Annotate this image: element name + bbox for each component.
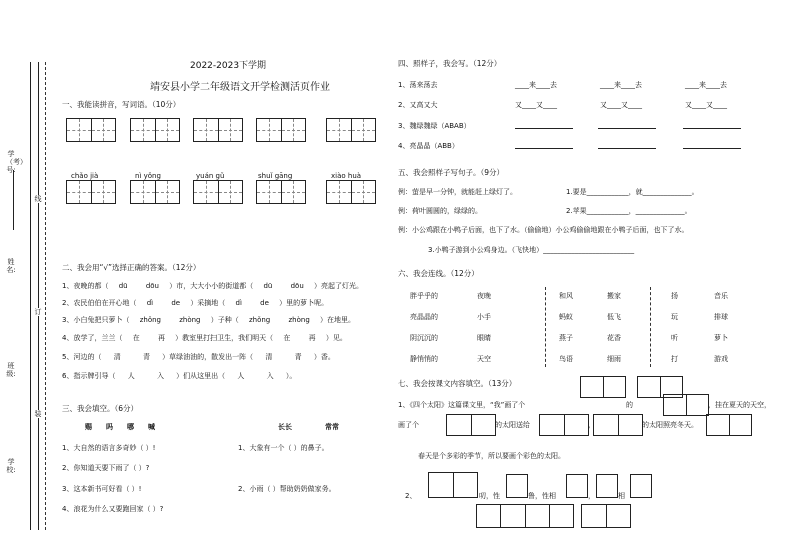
word-option-1: 赐 (85, 423, 92, 431)
binding-line-outer (30, 62, 31, 530)
option[interactable]: 再 (308, 334, 316, 342)
s4-row2-label: 2、又高又大 (398, 101, 438, 109)
match-col4-item[interactable]: 搬家 (607, 292, 621, 300)
s4-row1-cell3[interactable]: ____来____去 (685, 81, 727, 89)
section6-title: 六、我会连线。（12分） (398, 269, 479, 278)
option[interactable]: 入 (156, 372, 164, 380)
match-col2-item[interactable]: 夜晚 (477, 292, 491, 300)
pinyin-5: xiào huà (331, 172, 362, 180)
match-col1-item[interactable]: 阴沉沉的 (410, 334, 438, 342)
s7-line3: 春天是个多彩的季节，所以要画个彩色的太阳。 (418, 452, 565, 460)
char-grid-1-5[interactable] (326, 118, 376, 142)
option[interactable]: 清 (113, 353, 121, 361)
s3-item-1: 1、大自然的语言多奇妙（ ）! (62, 444, 156, 452)
option[interactable]: dū (263, 282, 273, 290)
match-col1-item[interactable]: 静悄悄的 (410, 355, 438, 363)
s2-item-text: ）市，大大小小的街道都（ (169, 282, 254, 290)
binding-line-inner (38, 62, 39, 530)
s7-box-d[interactable] (446, 414, 496, 436)
s7-box-l[interactable] (630, 474, 652, 498)
s7-box-h[interactable] (428, 472, 478, 498)
s2-item-text: 5、河边的（ (62, 353, 102, 361)
match-col6-item[interactable]: 排球 (714, 313, 728, 321)
s2-item-2 (62, 298, 328, 308)
s4-row1-cell2[interactable]: ____来____去 (600, 81, 642, 89)
s4-row4-blank2[interactable] (598, 148, 656, 149)
s4-row2-cell2[interactable]: 又____又____ (600, 101, 642, 109)
match-col4-item[interactable]: 花香 (607, 334, 621, 342)
s4-row4-blank1[interactable] (515, 148, 573, 149)
option[interactable]: de (171, 299, 181, 307)
s7-box-j[interactable] (566, 474, 588, 498)
s5-fill-3[interactable]: 3.小鸭子游到小公鸡身边。（飞快地）__________________________ (428, 246, 635, 254)
match-col2-item[interactable]: 小手 (477, 313, 491, 321)
s2-item-text: 2、农民伯伯在开心地（ (62, 299, 137, 307)
option[interactable]: 青 (142, 353, 150, 361)
s7-line2-b: 的太阳送给 (495, 421, 530, 429)
char-grid-1-1[interactable] (66, 118, 116, 142)
s2-item-text: ）草绿油油的，散发出一阵（ (162, 353, 254, 361)
char-grid-2-2[interactable] (130, 180, 180, 204)
option[interactable]: zhòng (179, 316, 201, 324)
char-grid-1-4[interactable] (256, 118, 306, 142)
word-option-3: 哪 (127, 423, 134, 431)
s4-row1-label: 1、荡来荡去 (398, 81, 438, 89)
section4-title: 四、照样子，我会写。（12分） (398, 59, 502, 68)
s2-item-text: ）亮起了灯光。 (314, 282, 363, 290)
binding-mark-3: 装 (34, 410, 42, 418)
option[interactable]: 在 (132, 334, 140, 342)
option[interactable]: dōu (145, 282, 159, 290)
pinyin-2: nì yǒng (135, 172, 161, 180)
match-col5-item[interactable]: 打 (671, 355, 678, 363)
s4-row3-blank2[interactable] (598, 128, 656, 129)
s3-item-4: 4、浪花为什么又要跑回家（ ）? (62, 505, 164, 513)
char-grid-2-5[interactable] (326, 180, 376, 204)
s3-item-r2: 2、小雨（ ）帮助奶奶做家务。 (238, 485, 336, 493)
header-year: 2022-2023下学期 (190, 61, 267, 71)
s4-row2-cell1[interactable]: 又____又____ (515, 101, 557, 109)
option[interactable]: de (260, 299, 269, 307)
s4-row2-cell3[interactable]: 又____又____ (685, 101, 727, 109)
match-col4-item[interactable]: 低飞 (607, 313, 621, 321)
pinyin-3: yuán gǔ (196, 172, 225, 180)
s5-example-2: 例：荷叶圆圆的，绿绿的。 (398, 207, 482, 215)
word-option-6: 常常 (325, 423, 339, 431)
s7-line1-c: ，挂在夏天的天空， (708, 401, 771, 409)
option[interactable]: 再 (157, 334, 165, 342)
s7-line2-a: 画了个 (398, 421, 419, 429)
s2-item-text: ）里的萝卜呢。 (279, 299, 329, 307)
s3-item-3: 3、这本新书可好看（ ）! (62, 485, 142, 493)
s4-row3-blank3[interactable] (683, 128, 741, 129)
s2-item-6 (62, 371, 296, 381)
char-grid-2-4[interactable] (256, 180, 306, 204)
word-option-5: 长长 (278, 423, 292, 431)
char-grid-1-3[interactable] (193, 118, 243, 142)
s2-item-5 (62, 352, 335, 362)
s2-item-text: 4、放学了，兰兰（ (62, 334, 123, 342)
s2-item-text: ）采摘地（ (190, 299, 226, 307)
s7-line4-d: ， (588, 492, 595, 500)
page-title: 靖安县小学二年级语文开学检测活页作业 (150, 82, 330, 93)
s5-fill-2[interactable]: 2.苹果____________，______________。 (566, 207, 692, 215)
match-col3-item[interactable]: 和风 (559, 292, 573, 300)
option[interactable]: zhòng (288, 316, 310, 324)
s7-line4-b: 叨，性 (479, 492, 500, 500)
option[interactable]: 青 (294, 353, 302, 361)
word-option-4: 喊 (148, 423, 155, 431)
match-col3-item[interactable]: 鸟语 (559, 355, 573, 363)
s2-item-text: ）教室里打扫卫生，我们明天（ (175, 334, 274, 342)
s4-row3-blank1[interactable] (515, 128, 573, 129)
option[interactable]: dì (146, 299, 154, 307)
binding-mark-1: 线 (34, 195, 42, 203)
s7-line4-c: 鲁，性相 (528, 492, 556, 500)
s5-fill-1[interactable]: 1.要是____________，就______________。 (566, 188, 699, 196)
s2-item-text: ）。 (285, 372, 297, 380)
option[interactable]: 人 (127, 372, 135, 380)
s7-box-i[interactable] (506, 474, 528, 498)
option[interactable]: zhǒng (139, 316, 161, 324)
s2-item-text: 1、夜晚的都（ (62, 282, 109, 290)
match-col6-item[interactable]: 萝卜 (714, 334, 728, 342)
s2-item-text: ）在地里。 (320, 316, 355, 324)
char-grid-2-3[interactable] (193, 180, 243, 204)
s2-item-4 (62, 333, 347, 343)
class-label: 班级: (6, 362, 16, 378)
s4-row4-blank3[interactable] (683, 148, 741, 149)
char-grid-2-1[interactable] (66, 180, 116, 204)
s4-row3-label: 3、魏绿魏绿（ABAB） (398, 122, 471, 130)
s6-divider-1 (545, 287, 546, 367)
s2-item-text: ）子种（ (210, 316, 239, 324)
match-col6-item[interactable]: 游戏 (714, 355, 728, 363)
section7-title: 七、我会按课文内容填空。（13分） (398, 379, 517, 388)
school-label: 学校: (6, 458, 16, 474)
s2-item-text: ）们从这里出（ (176, 372, 226, 380)
char-grid-1-2[interactable] (130, 118, 180, 142)
s7-box-f[interactable] (593, 414, 643, 436)
s7-box-k[interactable] (596, 474, 618, 498)
s2-item-text: ）香。 (313, 353, 335, 361)
section5-title: 五、我会照样子写句子。（9分） (398, 168, 505, 177)
s4-row1-cell1[interactable]: ____来____去 (515, 81, 557, 89)
match-col2-item[interactable]: 天空 (477, 355, 491, 363)
pinyin-4: shuǐ gāng (258, 172, 293, 180)
option[interactable]: zhǒng (248, 316, 271, 324)
match-col4-item[interactable]: 细雨 (607, 355, 621, 363)
option[interactable]: 人 (237, 372, 245, 380)
option[interactable]: dì (235, 299, 242, 307)
s2-item-text: 6、指示牌引导（ (62, 372, 116, 380)
s7-line2-c: ， (588, 421, 595, 429)
match-col5-item[interactable]: 听 (671, 334, 678, 342)
match-col6-item[interactable]: 音乐 (714, 292, 728, 300)
option[interactable]: 入 (266, 372, 274, 380)
student-id-line (13, 170, 15, 230)
s7-line4-a: 2、 (405, 492, 417, 500)
option[interactable]: 清 (265, 353, 273, 361)
s7-line1-a: 1、《四个太阳》这篇课文里，“我”画了个 (398, 401, 526, 409)
s5-example-1: 例：萤是早一分钟，就能赶上绿灯了。 (398, 188, 517, 196)
s2-item-1 (62, 281, 363, 291)
option[interactable]: 在 (283, 334, 291, 342)
binding-dash-line (45, 62, 46, 530)
binding-mark-2: 订 (34, 308, 42, 316)
s4-row4-label: 4、亮晶晶（ABB） (398, 142, 459, 150)
match-col1-item[interactable]: 胖乎乎的 (410, 292, 438, 300)
s7-box-a[interactable] (580, 376, 626, 398)
s7-line1-b: 的 (626, 401, 633, 409)
match-col3-item[interactable]: 蚂蚁 (559, 313, 573, 321)
option[interactable]: dōu (290, 282, 304, 290)
s7-box-c[interactable] (663, 394, 709, 416)
match-col5-item[interactable]: 扬 (671, 292, 678, 300)
word-option-2: 吗 (106, 423, 113, 431)
s7-box-e[interactable] (539, 414, 589, 436)
s6-divider-2 (650, 287, 651, 367)
student-id-label: 学（考）号: (6, 150, 27, 174)
s3-item-r1: 1、大象有一个（ ）的鼻子。 (238, 444, 329, 452)
pinyin-1: chǎo jià (71, 172, 99, 180)
s7-box-m[interactable] (476, 504, 574, 528)
s7-box-g[interactable] (706, 414, 752, 436)
s7-line2-d: 的太阳照亮冬天。 (642, 421, 698, 429)
s2-item-3 (62, 315, 355, 325)
s2-item-text: 3、小白兔把只萝卜（ (62, 316, 130, 324)
match-col2-item[interactable]: 眼睛 (477, 334, 491, 342)
s5-example-3: 例：小公鸡跟在小鸭子后面，也下了水。（偷偷地）小公鸡偷偷地跟在小鸭子后面，也下了水。 (398, 226, 689, 234)
name-label: 姓名: (6, 258, 16, 274)
s3-item-2: 2、你知道天要下雨了（ ）? (62, 464, 150, 472)
section1-title: 一、我能读拼音，写词语。（10分） (62, 100, 181, 109)
match-col1-item[interactable]: 亮晶晶的 (410, 313, 438, 321)
s2-item-text: ）见。 (325, 334, 347, 342)
match-col5-item[interactable]: 玩 (671, 313, 678, 321)
s7-line4-e: 相 (618, 492, 625, 500)
option[interactable]: dū (118, 282, 128, 290)
match-col3-item[interactable]: 燕子 (559, 334, 573, 342)
section2-title: 二、我会用“√”选择正确的答案。（12分） (62, 263, 201, 272)
s7-box-n[interactable] (581, 504, 631, 528)
section3-title: 三、我会填空。（6分） (62, 404, 139, 413)
